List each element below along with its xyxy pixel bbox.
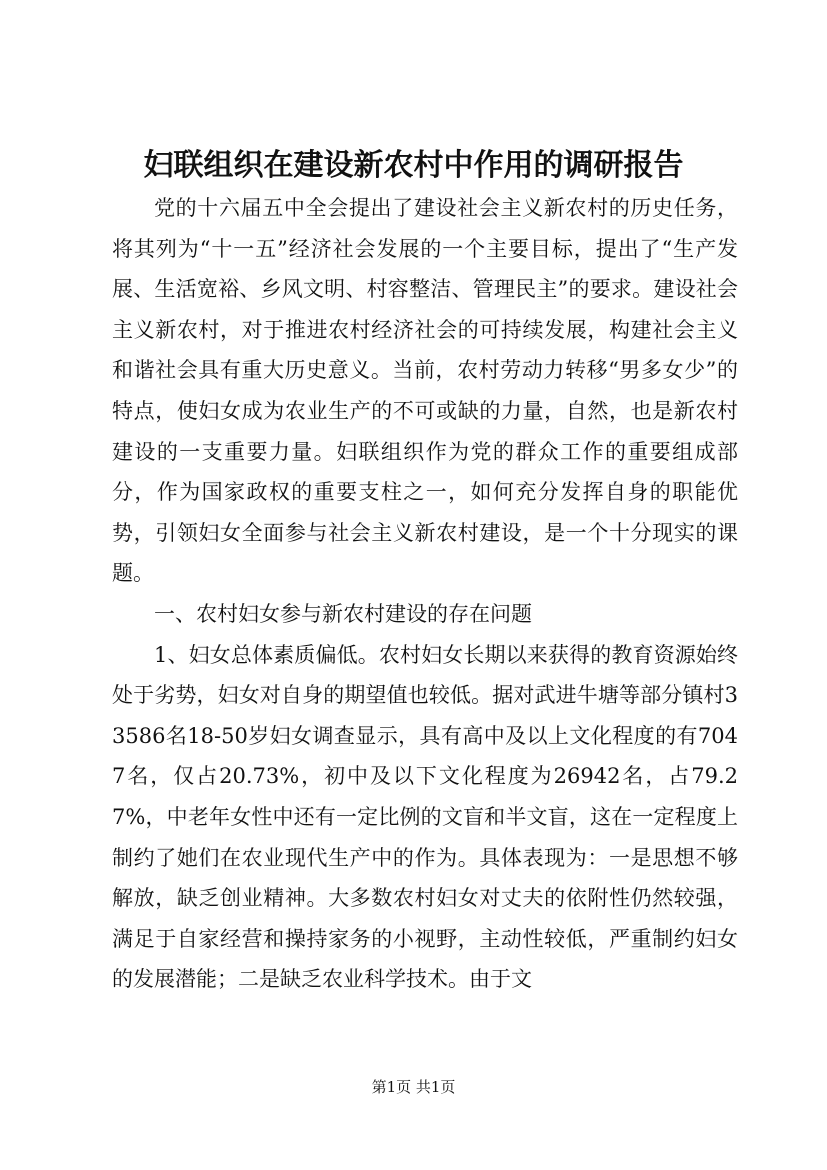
paragraph-point-1: 1、妇女总体素质偏低。农村妇女长期以来获得的教育资源始终处于劣势，妇女对自身的期望值也较低。据对武进牛塘等部分镇村33586名18-50岁妇女调查显示，具有高中及以上文化程度的有7047名，仅占20.73%，初中及以下文化程度为26942名，占79.27%，中老年女性中还有一定比例的文盲和半文盲，这在一定程度上制约了她们在农业现代生产中的作为。具体表现为：一是思想不够解放，缺乏创业精神。大多数农村妇女对丈夫的依附性仍然较强，满足于自家经营和操持家务的小视野，主动性较低，严重制约妇女的发展潜能；二是缺乏农业科学技术。由于文 <box>112 642 738 992</box>
page-footer: 第1页 共1页 <box>371 1078 456 1096</box>
section-heading-problems: 一、农村妇女参与新农村建设的存在问题 <box>154 601 532 626</box>
document-title: 妇联组织在建设新农村中作用的调研报告 <box>143 148 684 183</box>
document-body <box>112 188 738 1000</box>
paragraph-intro: 党的十六届五中全会提出了建设社会主义新农村的历史任务，将其列为“十一五”经济社会发展的一个主要目标，提出了“生产发展、生活宽裕、乡风文明、村容整洁、管理民主”的要求。建设社会主义新农村，对于推进农村经济社会的可持续发展，构建社会主义和谐社会具有重大历史意义。当前，农村劳动力转移“男多女少”的特点，使妇女成为农业生产的不可或缺的力量，自然，也是新农村建设的一支重要力量。妇联组织作为党的群众工作的重要组成部分，作为国家政权的重要支柱之一，如何充分发挥自身的职能优势，引领妇女全面参与社会主义新农村建设，是一个十分现实的课题。 <box>112 196 738 586</box>
